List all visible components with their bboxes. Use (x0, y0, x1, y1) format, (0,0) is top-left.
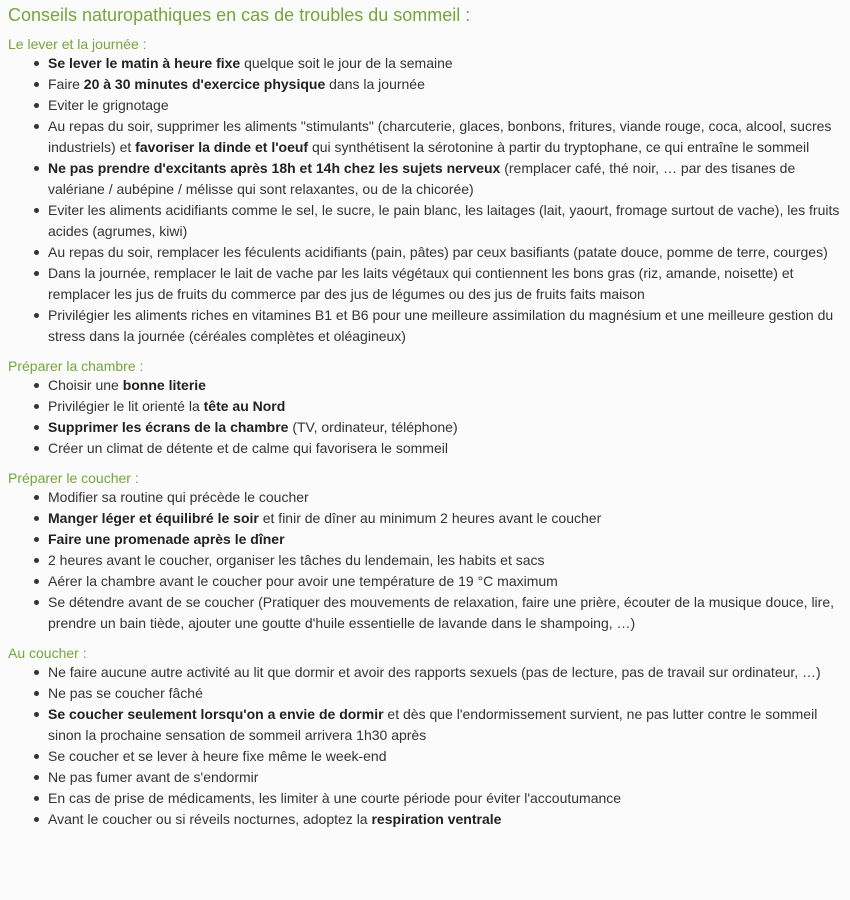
list-item (8, 767, 842, 788)
item-text: et finir de dîner au minimum 2 heures avant le coucher (258, 510, 602, 526)
list-item (8, 571, 842, 592)
list-item (8, 95, 842, 116)
section-heading-au-coucher: Au coucher : (8, 645, 87, 661)
item-text: Modifier sa routine qui précède le coucher (48, 489, 309, 505)
item-text: (remplacer café, thé noir, … par des tisanes de valériane / aubépine / mélisse qui sont relaxantes, ou de la chicorée) (48, 160, 796, 197)
section-heading-lever: Le lever et la journée : (8, 36, 147, 52)
list-preparer-coucher (8, 487, 842, 634)
item-text: quelque soit le jour de la semaine (240, 55, 453, 71)
list-item (8, 788, 842, 809)
bold-text: Manger léger et équilibré le soir (48, 510, 259, 526)
item-text: Eviter le grignotage (48, 97, 169, 113)
list-item (8, 704, 842, 746)
item-text: Ne faire aucune autre activité au lit que dormir et avoir des rapports sexuels (pas de lecture, pas de travail sur ordinateur, …) (48, 664, 821, 680)
list-item (8, 242, 842, 263)
bold-text: Se coucher seulement lorsqu'on a envie de dormir (48, 706, 384, 722)
page-title: Conseils naturopathiques en cas de troubles du sommeil : (8, 5, 471, 25)
list-item (8, 375, 842, 396)
list-lever (8, 53, 842, 347)
item-text: Au repas du soir, remplacer les féculents acidifiants (pain, pâtes) par ceux basifiants (patate douce, pomme de terre, courges) (48, 244, 828, 260)
list-item (8, 200, 842, 242)
item-text: Dans la journée, remplacer le lait de vache par les laits végétaux qui contiennent les bons gras (riz, amande, noisette) et remplacer les jus de fruits du commerce par des jus de légumes ou des jus de fruits faits maison (48, 265, 794, 302)
item-text: Se coucher et se lever à heure fixe même le week-end (48, 748, 387, 764)
list-item (8, 592, 842, 634)
list-item (8, 529, 842, 550)
item-text: Ne pas se coucher fâché (48, 685, 203, 701)
list-item (8, 116, 842, 158)
list-au-coucher (8, 662, 842, 830)
list-item (8, 809, 842, 830)
list-item (8, 305, 842, 347)
bold-text: Supprimer les écrans de la chambre (48, 419, 289, 435)
bold-text: 20 à 30 minutes d'exercice physique (83, 76, 326, 92)
bold-text: Faire une promenade après le dîner (48, 531, 285, 547)
list-item (8, 683, 842, 704)
list-item (8, 508, 842, 529)
list-item (8, 53, 842, 74)
item-text: Aérer la chambre avant le coucher pour avoir une température de 19 °C maximum (48, 573, 558, 589)
item-text: et dès que l'endormissement survient, ne pas lutter contre le sommeil sinon la prochaine sensation de sommeil arrivera 1h30 après (48, 706, 818, 743)
bold-text: favoriser la dinde et l'oeuf (135, 139, 309, 155)
bold-text: Se lever le matin à heure fixe (48, 55, 241, 71)
item-text: dans la journée (325, 76, 425, 92)
section-heading-chambre: Préparer la chambre : (8, 358, 144, 374)
item-text: qui synthétisent la sérotonine à partir du tryptophane, ce qui entraîne le sommeil (308, 139, 810, 155)
bold-text: tête au Nord (203, 398, 286, 414)
list-item (8, 438, 842, 459)
item-text: Privilégier le lit orienté la (48, 398, 204, 414)
item-text: Au repas du soir, supprimer les aliments "stimulants" (charcuterie, glaces, bonbons, fritures, viande rouge, coca, alcool, sucres industriels) et (48, 118, 832, 155)
list-item (8, 396, 842, 417)
bold-text: respiration ventrale (371, 811, 502, 827)
item-text: Avant le coucher ou si réveils nocturnes, adoptez la (48, 811, 372, 827)
bold-text: Ne pas prendre d'excitants après 18h et 14h chez les sujets nerveux (48, 160, 501, 176)
item-text: Eviter les aliments acidifiants comme le sel, le sucre, le pain blanc, les laitages (lait, yaourt, fromage surtout de vache), les fruits acides (agrumes, kiwi) (48, 202, 840, 239)
list-item (8, 158, 842, 200)
section-heading-preparer-coucher: Préparer le coucher : (8, 470, 139, 486)
item-text: Créer un climat de détente et de calme qui favorisera le sommeil (48, 440, 448, 456)
item-text: En cas de prise de médicaments, les limiter à une courte période pour éviter l'accoutumance (48, 790, 622, 806)
list-item (8, 263, 842, 305)
list-item (8, 746, 842, 767)
bold-text: bonne literie (122, 377, 206, 393)
item-text: Choisir une (48, 377, 123, 393)
item-text: Ne pas fumer avant de s'endormir (48, 769, 259, 785)
list-item (8, 550, 842, 571)
list-item (8, 487, 842, 508)
list-item (8, 417, 842, 438)
item-text: 2 heures avant le coucher, organiser les tâches du lendemain, les habits et sacs (48, 552, 545, 568)
list-chambre (8, 375, 842, 459)
item-text: Se détendre avant de se coucher (Pratiquer des mouvements de relaxation, faire une prière, écouter de la musique douce, lire, prendre un bain tiède, ajouter une goutte d'huile essentielle de lavande dans le shampoing, …) (48, 594, 835, 631)
item-text: (TV, ordinateur, téléphone) (288, 419, 458, 435)
item-text: Privilégier les aliments riches en vitamines B1 et B6 pour une meilleure assimilation du magnésium et une meilleure gestion du stress dans la journée (céréales complètes et oléagineux) (48, 307, 834, 344)
list-item (8, 74, 842, 95)
list-item (8, 662, 842, 683)
item-text: Faire (48, 76, 84, 92)
